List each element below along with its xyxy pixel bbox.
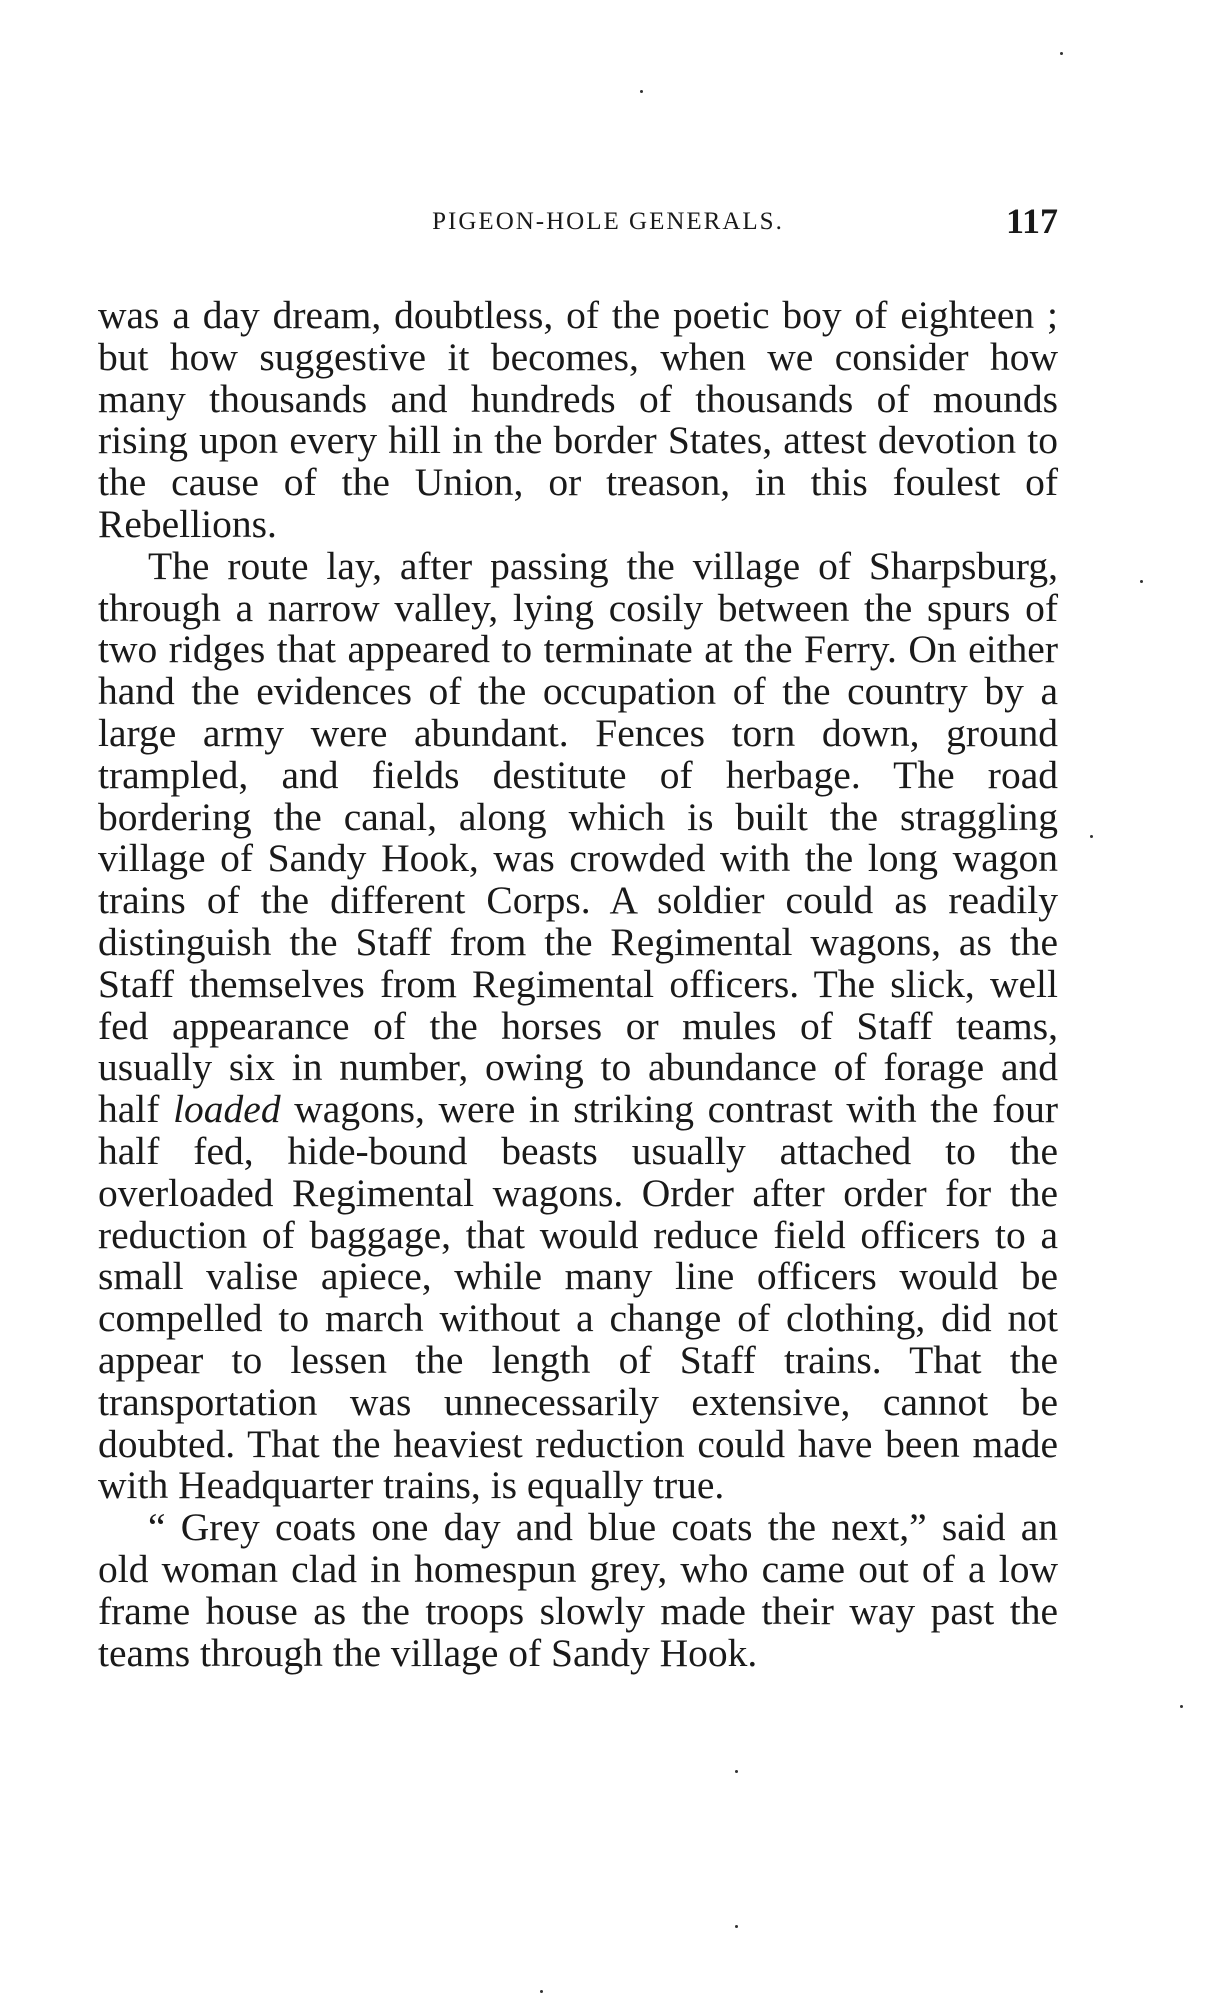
scan-speck — [1180, 1705, 1183, 1708]
page-number: 117 — [1005, 201, 1058, 241]
paragraph-text: The route lay, after passing the village of Sharpsburg, through a narrow valley, lying cosily between the spurs of two ridges that appeared to terminate at the Ferry. On either hand the evidences of the occupation of the country by a large army were abundant. Fences torn down, ground trampled, and fields destitute of herbage. The road bordering the canal, along which is built the straggling village of Sandy Hook, was crowded with the long wagon trains of the different Corps. A soldier could as readily distinguish the Staff from the Regimental wagons, as the Staff themselves from Regimental officers. The slick, well fed appearance of the horses or mules of Staff teams, usually six in number, owing to abundance of forage and half — [98, 543, 1058, 1132]
scan-speck — [1140, 580, 1143, 583]
scan-speck — [540, 1990, 543, 1993]
page-header — [98, 200, 1058, 260]
scan-speck — [640, 90, 643, 93]
scan-speck — [1060, 52, 1063, 55]
scan-speck — [735, 1770, 738, 1773]
paragraph-text: was a day dream, doubtless, of the poetic boy of eighteen ; but how suggestive it becomes, when we consider how many thousands and hundreds of thousands of mounds rising upon every hill in the border States, attest devotion to the cause of the Union, or treason, in this foulest of Rebellions. — [98, 293, 1058, 546]
scan-speck — [1090, 835, 1093, 838]
running-title: PIGEON-HOLE GENERALS. — [432, 208, 784, 235]
paragraph-quote — [98, 1507, 1058, 1674]
paragraph-continued — [98, 295, 1058, 546]
italic-word: loaded — [173, 1087, 281, 1132]
scan-speck — [735, 1925, 738, 1928]
paragraph-route — [98, 543, 1058, 1508]
paragraph-text: wagons, were in striking contrast with the four half fed, hide-bound beasts usually attached to the overloaded Regimental wagons. Order after order for the reduction of baggage, that would reduce field officers to a small valise apiece, while many line officers would be compelled to march without a change of clothing, did not appear to lessen the length of Staff trains. That the transportation was unnecessarily extensive, cannot be doubted. That the heaviest reduction could have been made with Headquarter trains, is equally true. — [98, 1087, 1058, 1508]
paragraph-text: “ Grey coats one day and blue coats the next,” said an old woman clad in homespun grey, who came out of a low frame house as the troops slowly made their way past the teams through the village of Sandy Hook. — [98, 1505, 1058, 1675]
body-text — [98, 295, 1058, 1674]
